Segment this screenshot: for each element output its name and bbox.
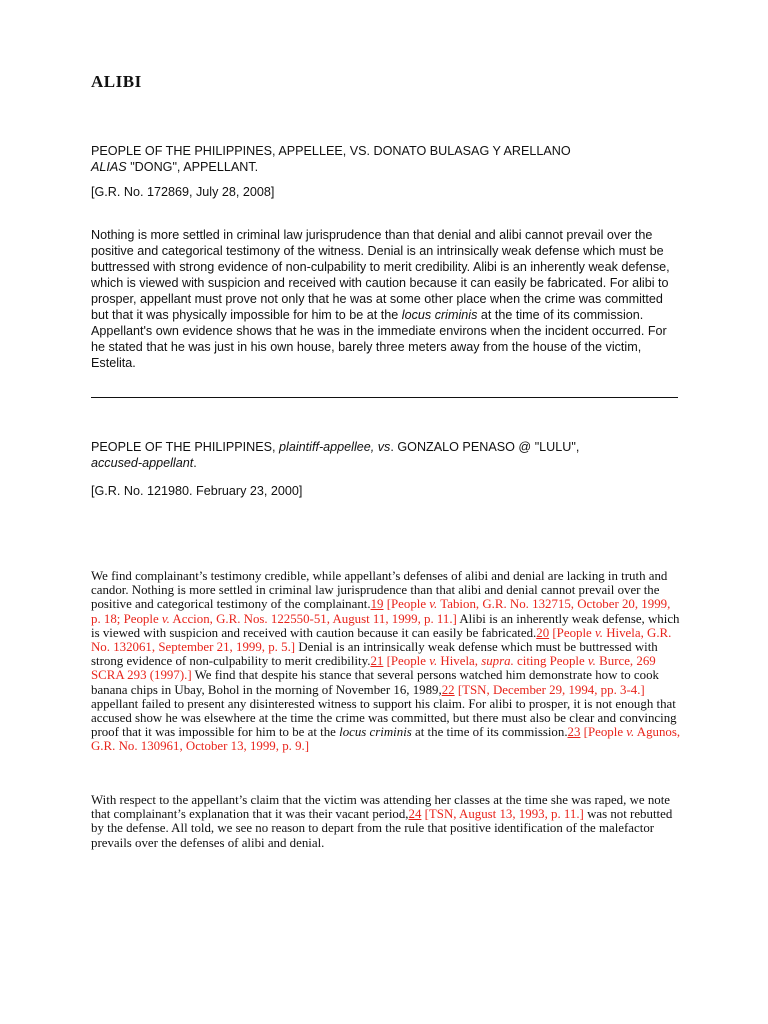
cite-19-v: v. [429, 597, 438, 612]
cite-19-c: Accion, G.R. Nos. 122550-51, August 11, 1999, p. 11.] [169, 611, 457, 626]
footnote-link-21[interactable]: 21 [370, 654, 384, 669]
case1-body [91, 227, 683, 371]
case2-p1-text-5: appellant failed to present any disinterested witness to support his claim. For alibi to prosper, it is not enough that accused show he was elsewhere at the time the crime was committed, but there must also be clear and convincing proof that it was impossible for him to be at the [91, 696, 677, 740]
cite-20-a: [People [549, 625, 595, 640]
cite-19-b: Tabion, G.R. No. 132715, October 20, 1999, p. 18; People [91, 597, 671, 626]
case2-p1-text-3: Denial is an intrinsically weak defense which must be buttressed with strong evidence of non-culpability to merit credibility. [91, 640, 658, 669]
footnote-22: [TSN, December 29, 1994, pp. 3-4.] [454, 682, 645, 697]
case2-caption-accused: . GONZALO PENASO @ "LULU", [390, 440, 580, 454]
case2-p1-text-6: at the time of its commission. [411, 725, 568, 740]
footnote-link-23[interactable]: 23 [567, 725, 581, 740]
cite-21-b: Hivela, [437, 654, 482, 669]
case1-body-italic: locus criminis [401, 308, 478, 322]
case2-caption-appellee: plaintiff-appellee, vs [279, 440, 391, 454]
case2-caption [91, 439, 686, 471]
cite-23-a: [People [580, 725, 627, 740]
section-divider [91, 397, 678, 398]
case1-body-text: Nothing is more settled in criminal law jurisprudence than that denial and alibi cannot prevail over the positive and categorical testimony of the witness. Denial is an intrinsically weak defense which must be buttressed with strong evidence of non-culpability to merit credibility. Alibi is an inherently weak defense, which is viewed with suspicion and received with caution because it can easily be fabricated. For alibi to prosper, appellant must prove not only that he was at some other place when the crime was committed but that it was physically impossible for him to be at the [91, 228, 670, 322]
footnote-24: [TSN, August 13, 1993, p. 11.] [421, 807, 584, 822]
case2-paragraph-2 [91, 793, 683, 850]
cite-20-v: v. [595, 625, 603, 640]
cite-19-v2: v. [161, 611, 170, 626]
cite-21-supra: supra. [481, 654, 514, 669]
cite-23-v: v. [626, 725, 635, 740]
case2-p1-text-2: Alibi is an inherently weak defense, which is viewed with suspicion and received with caution because it can easily be fabricated. [91, 611, 680, 640]
cite-21-v2: v. [587, 654, 596, 669]
case1-body-text-end: at the time of its commission. Appellant's own evidence shows that he was in the immediate environs when the incident occurred. For he stated that he was just in his own house, barely three meters away from the house of the victim, Estelita. [91, 308, 667, 370]
case2-p1-text: We find complainant’s testimony credible, while appellant’s defenses of alibi and denial are lacking in truth and candor. Nothing is more settled in criminal law jurisprudence than that alibi and denial cannot prevail over the positive and categorical testimony of the complainant. [91, 569, 668, 612]
cite-21-a: [People [383, 654, 430, 669]
case2-p1-text-4: We find that despite his stance that several persons watched him demonstrate how to cook banana chips in Ubay, Bohol in the morning of November 16, 1989, [91, 668, 659, 697]
document-title: ALIBI [91, 72, 142, 91]
cite-19-a: [People [383, 597, 430, 612]
case2-caption-people: PEOPLE OF THE PHILIPPINES, [91, 440, 280, 454]
case2-p1-italic: locus criminis [339, 725, 412, 740]
cite-21-d: Burce, 269 SCRA 293 (1997).] [91, 654, 656, 683]
case1-caption-nickname: "DONG", APPELLANT. [126, 160, 259, 174]
case1-caption [91, 143, 686, 175]
case2-p2-text: With respect to the appellant’s claim that the victim was attending her classes at the time she was raped, we note that complainant’s explanation that it was their vacant period, [91, 793, 671, 822]
case2-gr-number: [G.R. No. 121980. February 23, 2000] [91, 484, 303, 498]
cite-21-v: v. [429, 654, 438, 669]
case1-gr-number: [G.R. No. 172869, July 28, 2008] [91, 185, 275, 199]
cite-21-c: citing People [513, 654, 588, 669]
case2-caption-period: . [193, 456, 197, 470]
case2-p2-text-2: was not rebutted by the defense. All told, we see no reason to depart from the rule that positive identification of the malefactor prevails over the defenses of alibi and denial. [91, 807, 673, 850]
case1-caption-alias: ALIAS [91, 160, 127, 174]
footnote-link-24[interactable]: 24 [408, 807, 422, 822]
case2-paragraph-1 [91, 569, 683, 754]
case1-caption-text: PEOPLE OF THE PHILIPPINES, APPELLEE, VS. DONATO BULASAG Y ARELLANO [91, 144, 571, 158]
case2-caption-role: accused-appellant [91, 456, 194, 470]
footnote-link-22[interactable]: 22 [441, 682, 455, 697]
footnote-link-20[interactable]: 20 [536, 625, 550, 640]
footnote-link-19[interactable]: 19 [370, 597, 384, 612]
cite-20-b: Hivela, G.R. No. 132061, September 21, 1999, p. 5.] [91, 625, 672, 655]
cite-23-b: Agunos, G.R. No. 130961, October 13, 1999, p. 9.] [91, 725, 681, 754]
